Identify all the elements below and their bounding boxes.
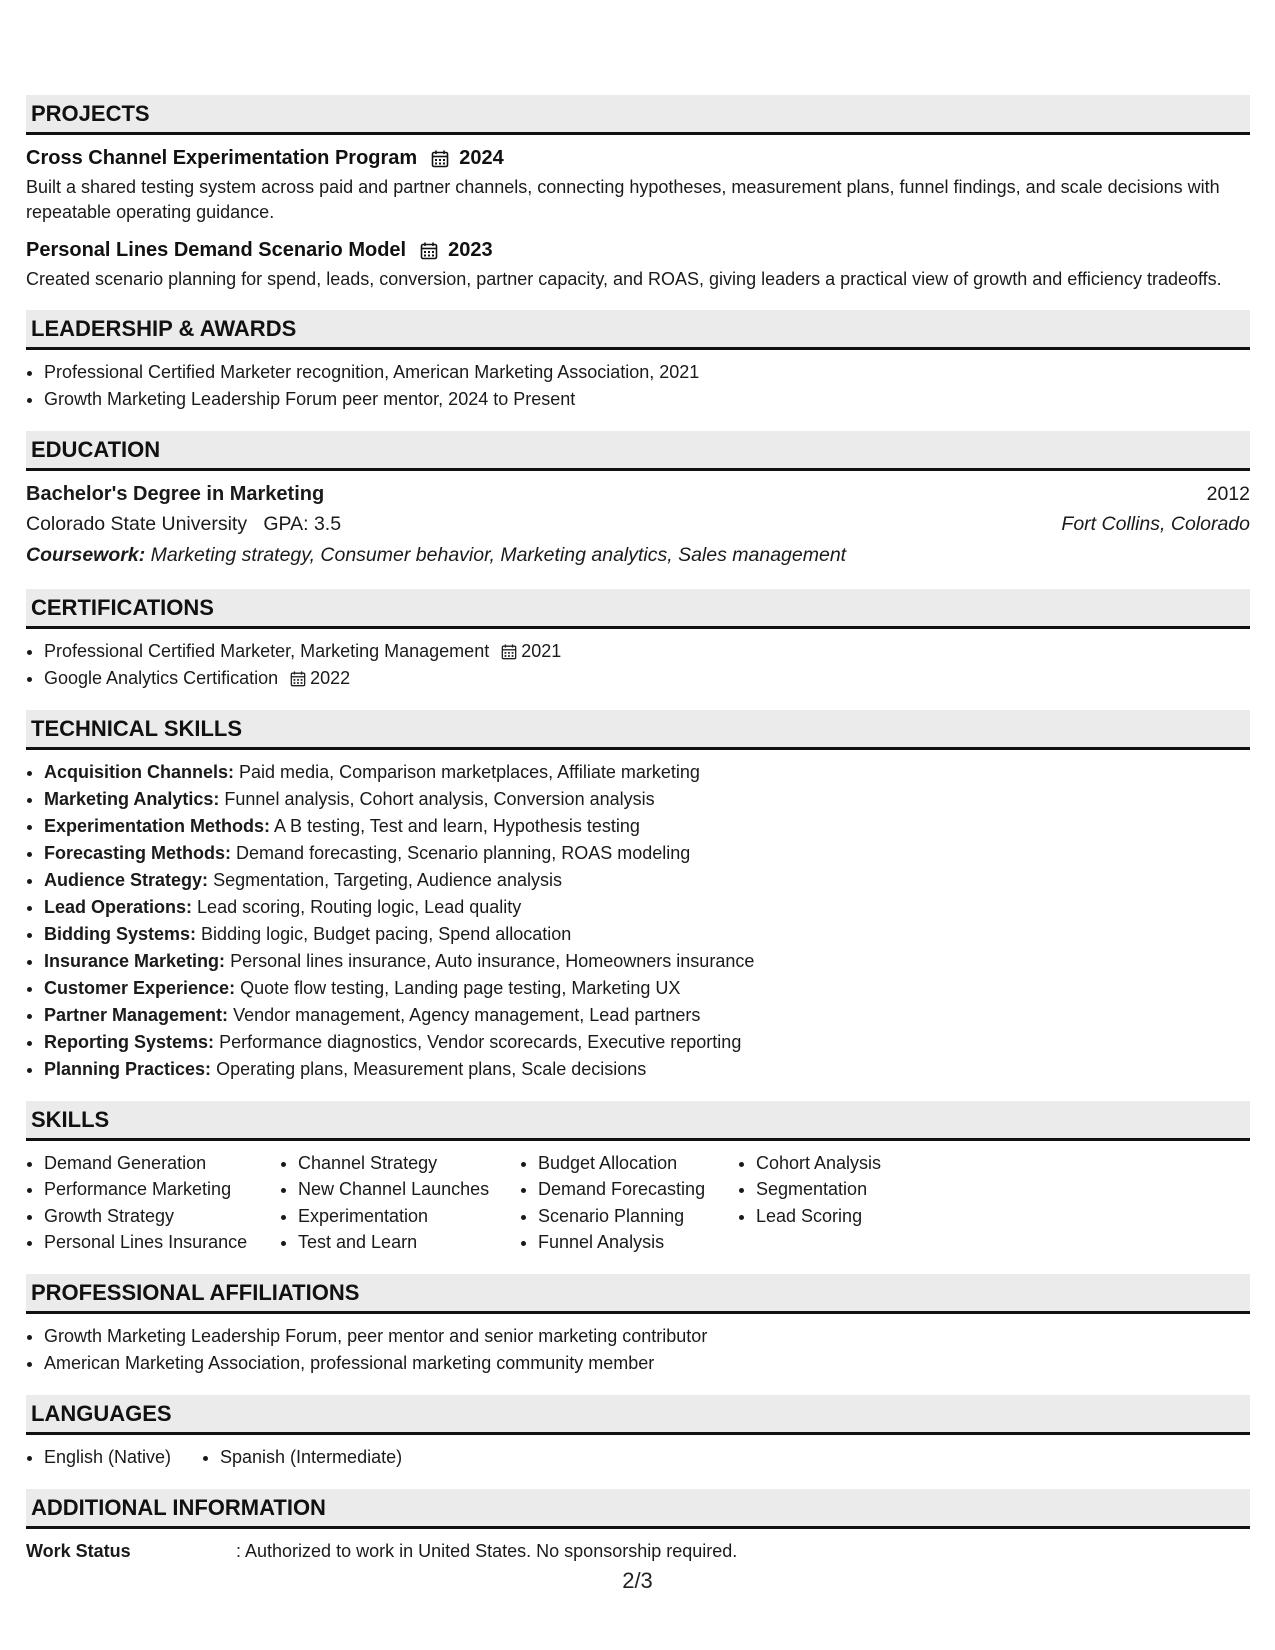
list-item: • Growth Strategy — [44, 1203, 280, 1230]
list-item — [44, 1002, 1250, 1029]
section-heading: PROFESSIONAL AFFILIATIONS — [26, 1274, 1250, 1314]
list-item: • New Channel Launches — [298, 1176, 520, 1203]
work-status-value: : Authorized to work in United States. No sponsorship required. — [236, 1540, 738, 1561]
skills-column — [280, 1150, 520, 1256]
list-item — [44, 921, 1250, 948]
list-item: • Personal Lines Insurance — [44, 1229, 280, 1256]
list-item — [44, 867, 1250, 894]
skill-values: Vendor management, Agency management, Lead partners — [233, 1004, 701, 1025]
list-item: • English (Native) — [44, 1444, 202, 1471]
list-item: • Channel Strategy — [298, 1150, 520, 1177]
education-degree: Bachelor's Degree in Marketing — [26, 483, 325, 505]
affiliations-list — [26, 1323, 1250, 1377]
languages-list — [26, 1444, 1250, 1471]
project-year: 2023 — [448, 238, 493, 261]
skill-category: Audience Strategy: — [44, 869, 209, 890]
additional-info-section — [26, 1489, 1250, 1564]
certifications-list — [26, 638, 1250, 692]
list-item: • Segmentation — [756, 1176, 958, 1203]
list-item: • Growth Marketing Leadership Forum, peer mentor and senior marketing contributor — [44, 1323, 1250, 1350]
coursework-value: Marketing strategy, Consumer behavior, Marketing analytics, Sales management — [150, 543, 847, 566]
skills-section — [26, 1101, 1250, 1256]
list-item: • Experimentation — [298, 1203, 520, 1230]
education-gpa: GPA: 3.5 — [263, 513, 342, 535]
calendar-icon — [431, 150, 449, 168]
section-heading: LANGUAGES — [26, 1395, 1250, 1435]
list-item — [44, 894, 1250, 921]
calendar-icon — [420, 242, 438, 260]
list-item — [44, 786, 1250, 813]
project-year: 2024 — [459, 146, 504, 169]
skill-values: Segmentation, Targeting, Audience analysis — [213, 869, 562, 890]
section-heading: ADDITIONAL INFORMATION — [26, 1489, 1250, 1529]
project-title-row — [26, 236, 1250, 264]
skill-category: Experimentation Methods: — [44, 815, 271, 836]
project-description: Built a shared testing system across paid and partner channels, connecting hypotheses, measurement plans, funnel findings, and scale decisions with repeatable operating guidance. — [26, 177, 1220, 222]
skill-values: Funnel analysis, Cohort analysis, Conversion analysis — [224, 788, 655, 809]
affiliations-section — [26, 1274, 1250, 1377]
section-heading: TECHNICAL SKILLS — [26, 710, 1250, 750]
skill-values: Personal lines insurance, Auto insurance, Homeowners insurance — [230, 950, 755, 971]
project-title: Cross Channel Experimentation Program — [26, 146, 418, 169]
list-item: • Growth Marketing Leadership Forum peer mentor, 2024 to Present — [44, 386, 1250, 413]
certifications-section — [26, 589, 1250, 692]
skill-values: Paid media, Comparison marketplaces, Affiliate marketing — [239, 761, 700, 782]
project-title: Personal Lines Demand Scenario Model — [26, 238, 407, 261]
list-item — [44, 975, 1250, 1002]
skill-values: Quote flow testing, Landing page testing, Marketing UX — [240, 977, 681, 998]
skill-category: Insurance Marketing: — [44, 950, 226, 971]
certification-year: 2022 — [310, 667, 351, 688]
section-heading: CERTIFICATIONS — [26, 589, 1250, 629]
certification-name: • Google Analytics Certification — [44, 667, 279, 688]
education-school: Colorado State University — [26, 513, 248, 535]
calendar-icon — [290, 671, 306, 687]
page-number: 2/3 — [622, 1568, 653, 1593]
skill-category: Forecasting Methods: — [44, 842, 232, 863]
list-item: • Demand Generation — [44, 1150, 280, 1177]
skills-column — [26, 1150, 280, 1256]
section-heading: EDUCATION — [26, 431, 1250, 471]
skill-values: Bidding logic, Budget pacing, Spend allocation — [201, 923, 572, 944]
resume-page — [26, 95, 1250, 1582]
list-item: • Performance Marketing — [44, 1176, 280, 1203]
coursework-label: Coursework: — [26, 543, 146, 566]
skill-values: Performance diagnostics, Vendor scorecards, Executive reporting — [219, 1031, 742, 1052]
project-entry — [26, 236, 1250, 292]
list-item: • Professional Certified Marketer recognition, American Marketing Association, 2021 — [44, 359, 1250, 386]
skill-category: Lead Operations: — [44, 896, 193, 917]
list-item: • Spanish (Intermediate) — [220, 1444, 402, 1471]
skills-column — [738, 1150, 958, 1256]
education-location: Fort Collins, Colorado — [1061, 513, 1250, 535]
list-item: • Funnel Analysis — [538, 1229, 738, 1256]
skill-category: Customer Experience: — [44, 977, 236, 998]
list-item — [44, 759, 1250, 786]
education-section — [26, 431, 1250, 571]
skill-category: Planning Practices: — [44, 1058, 212, 1079]
skill-values: Operating plans, Measurement plans, Scale decisions — [216, 1058, 647, 1079]
list-item: • American Marketing Association, professional marketing community member — [44, 1350, 1250, 1377]
skill-values: Lead scoring, Routing logic, Lead quality — [197, 896, 522, 917]
certification-name: • Professional Certified Marketer, Marketing Management — [44, 640, 490, 661]
list-item: • Test and Learn — [298, 1229, 520, 1256]
list-item — [44, 1029, 1250, 1056]
skill-category: Acquisition Channels: — [44, 761, 235, 782]
section-heading: PROJECTS — [26, 95, 1250, 135]
leadership-section — [26, 310, 1250, 413]
list-item — [44, 840, 1250, 867]
skill-category: Partner Management: — [44, 1004, 229, 1025]
projects-section — [26, 95, 1250, 292]
technical-skills-list — [26, 759, 1250, 1083]
list-item: • Demand Forecasting — [538, 1176, 738, 1203]
list-item: • Budget Allocation — [538, 1150, 738, 1177]
technical-skills-section — [26, 710, 1250, 1083]
list-item: • Cohort Analysis — [756, 1150, 958, 1177]
languages-section — [26, 1395, 1250, 1471]
list-item — [44, 813, 1250, 840]
certification-year: 2021 — [521, 640, 562, 661]
project-description: Created scenario planning for spend, leads, conversion, partner capacity, and ROAS, giving leaders a practical view of growth and efficiency tradeoffs. — [26, 269, 1222, 289]
skill-category: Bidding Systems: — [44, 923, 197, 944]
section-heading: LEADERSHIP & AWARDS — [26, 310, 1250, 350]
project-entry — [26, 144, 1250, 224]
skill-values: Demand forecasting, Scenario planning, ROAS modeling — [236, 842, 691, 863]
list-item: • Scenario Planning — [538, 1203, 738, 1230]
education-year: 2012 — [1206, 483, 1250, 505]
skill-values: A B testing, Test and learn, Hypothesis testing — [274, 815, 640, 836]
list-item — [44, 665, 1250, 692]
list-item: • Lead Scoring — [756, 1203, 958, 1230]
project-title-row — [26, 144, 1250, 172]
education-coursework — [26, 540, 1250, 571]
education-school-row — [26, 510, 1250, 540]
skill-category: Marketing Analytics: — [44, 788, 220, 809]
work-status-row — [26, 1538, 1250, 1564]
section-heading: SKILLS — [26, 1101, 1250, 1141]
skill-category: Reporting Systems: — [44, 1031, 215, 1052]
skills-columns — [26, 1150, 1250, 1256]
list-item — [44, 638, 1250, 665]
list-item — [44, 1056, 1250, 1083]
skills-column — [520, 1150, 738, 1256]
work-status-label: Work Status — [26, 1540, 131, 1561]
leadership-list — [26, 359, 1250, 413]
education-degree-row — [26, 480, 1250, 510]
list-item — [44, 948, 1250, 975]
calendar-icon — [501, 644, 517, 660]
